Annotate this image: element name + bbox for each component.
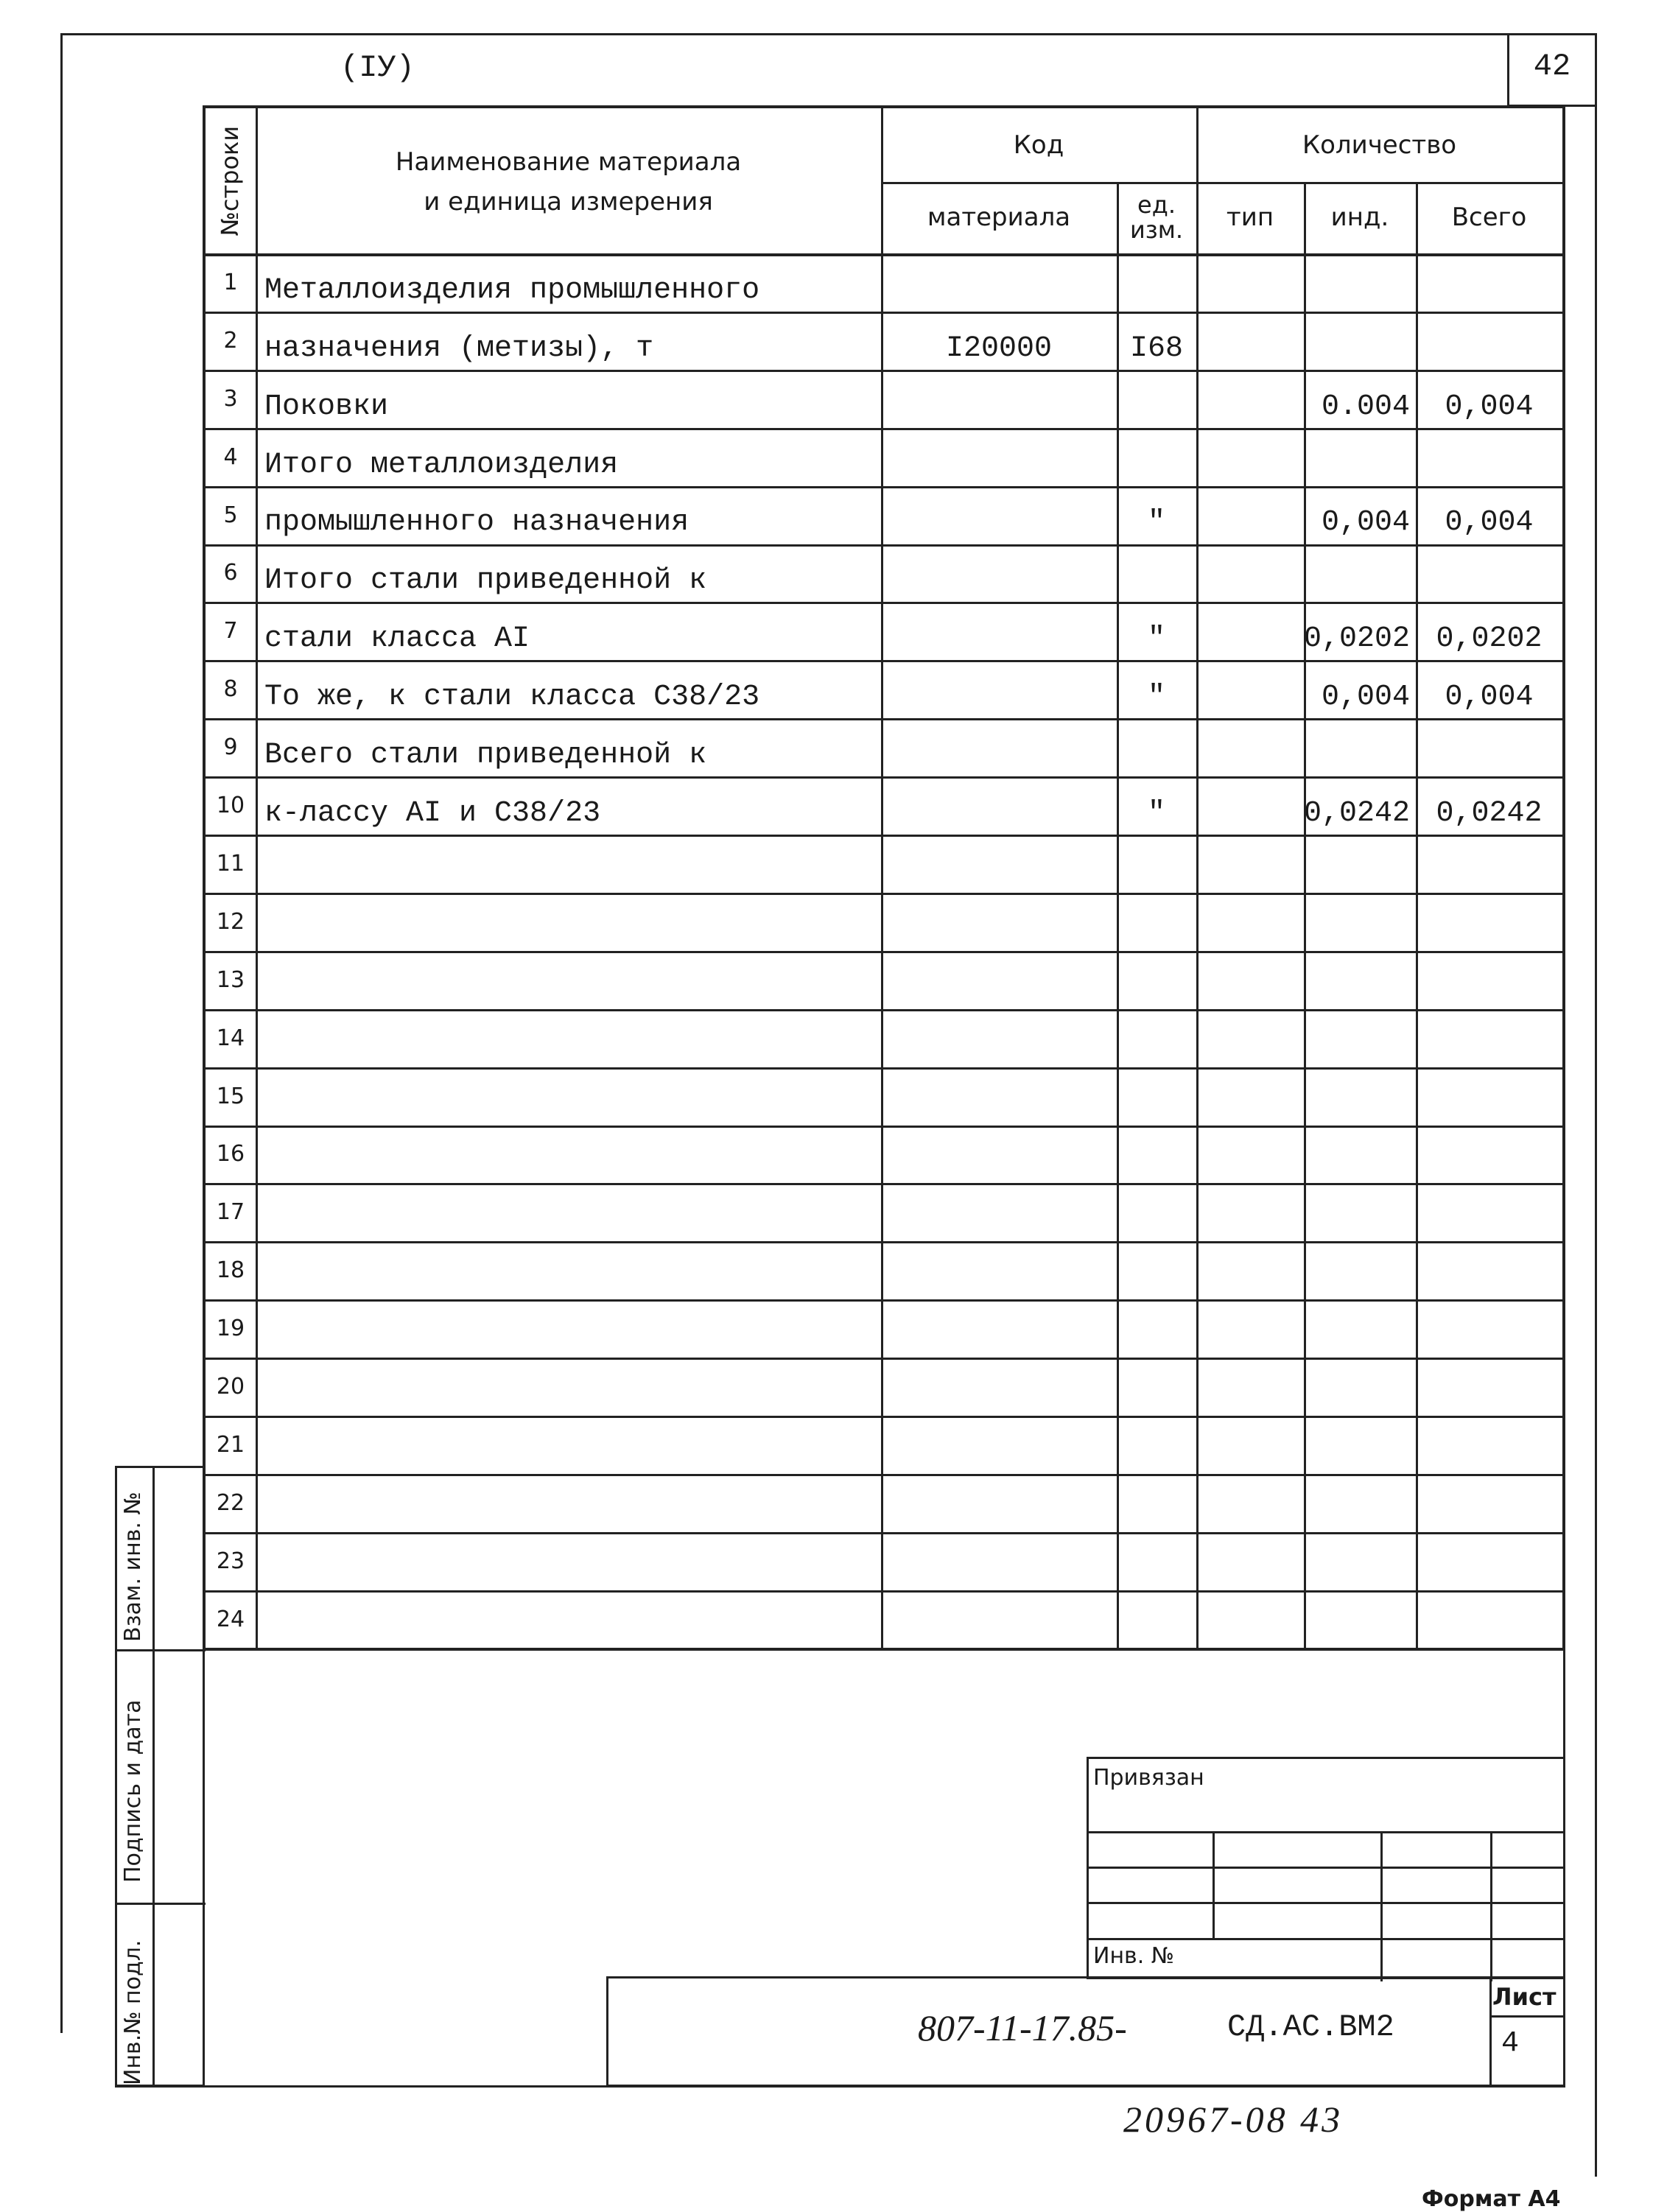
table-row: [206, 1009, 1562, 1067]
cell-ind: [1304, 1474, 1416, 1532]
cell-ind: [1304, 951, 1416, 1009]
cell-total: [1416, 1126, 1562, 1184]
cell-material: [881, 835, 1117, 893]
cell-type: [1196, 951, 1304, 1009]
outer-left-border: [60, 33, 63, 2033]
bound-grid-v2: [1380, 1831, 1383, 1981]
cell-ind: [1304, 544, 1416, 603]
cell-material: [881, 1067, 1117, 1126]
cell-type: [1196, 370, 1304, 428]
cell-material: [881, 1474, 1117, 1532]
row-number: 2: [223, 327, 238, 354]
cell-total: 0,004: [1445, 681, 1534, 714]
cell-unit: [1117, 1241, 1196, 1299]
cell-ind: 0,0242: [1303, 796, 1410, 830]
row-number: 16: [216, 1141, 245, 1168]
cell-unit: [1117, 544, 1196, 603]
cell-unit: [1117, 428, 1196, 486]
cell-name: [256, 1358, 881, 1416]
cell-unit: ": [1147, 796, 1165, 830]
cell-name: к-лассу AI и С38/23: [264, 796, 601, 830]
row-number: 7: [223, 618, 238, 645]
cell-name: То же, к стали класса С38/23: [264, 681, 760, 714]
cell-total: [1416, 893, 1562, 951]
outer-top-border: [60, 33, 1596, 35]
side-original-inv: Инв.№ подл.: [120, 1939, 146, 2085]
cell-name: Всего стали приведенной к: [264, 739, 707, 773]
doc-code-handwritten: 807-11-17.85-: [918, 2007, 1127, 2048]
sheet-label: Лист: [1492, 1983, 1557, 2011]
cell-type: [1196, 1299, 1304, 1358]
cell-ind: [1304, 1416, 1416, 1474]
cell-name: [256, 1241, 881, 1299]
cell-total: [1416, 835, 1562, 893]
bound-block: [1087, 1757, 1565, 1979]
table-row: [206, 1299, 1562, 1358]
cell-unit: [1117, 835, 1196, 893]
cell-type: [1196, 1590, 1304, 1649]
cell-unit: [1117, 1299, 1196, 1358]
row-number: 11: [216, 850, 245, 877]
cell-material: [881, 1416, 1117, 1474]
cell-ind: 0,004: [1321, 681, 1410, 714]
cell-type: [1196, 1009, 1304, 1067]
row-number: 15: [216, 1083, 245, 1109]
cell-name: [256, 1009, 881, 1067]
table-row: [206, 370, 1562, 428]
row-number: 8: [223, 676, 238, 703]
cell-type: [1196, 1416, 1304, 1474]
doc-code-block: [606, 1976, 1565, 2087]
row-number: 9: [223, 734, 238, 761]
cell-total: [1416, 1358, 1562, 1416]
cell-ind: [1304, 1183, 1416, 1241]
cell-ind: [1304, 1590, 1416, 1649]
cell-unit: ": [1147, 681, 1165, 714]
bound-grid-v1: [1212, 1831, 1215, 1938]
header-code-material: [881, 182, 1117, 253]
row-number: 22: [216, 1489, 245, 1516]
cell-material: [881, 951, 1117, 1009]
sheet-label-sep: [1489, 2015, 1563, 2018]
cell-ind: [1304, 428, 1416, 486]
header-qty-type: [1196, 182, 1304, 253]
header-qty-total-label: Всего: [1451, 203, 1527, 233]
cell-material: [881, 370, 1117, 428]
row-number: 4: [223, 443, 238, 470]
table-row: [206, 1474, 1562, 1532]
header-name-label: Наименование материала и единица измерения: [395, 147, 742, 217]
row-number: 12: [216, 908, 245, 935]
cell-type: [1196, 1358, 1304, 1416]
cell-name: [256, 1126, 881, 1184]
cell-total: [1416, 1241, 1562, 1299]
cell-ind: [1304, 312, 1416, 370]
row-number: 19: [216, 1316, 245, 1342]
cell-type: [1196, 486, 1304, 544]
side-stamp-sep-2: [117, 1903, 206, 1905]
cell-unit: I68: [1129, 331, 1183, 365]
cell-name: Итого стали приведенной к: [264, 564, 707, 598]
side-stamp-sep-1: [117, 1649, 206, 1651]
cell-ind: [1304, 1532, 1416, 1590]
cell-ind: [1304, 1241, 1416, 1299]
table-row: [206, 1358, 1562, 1416]
cell-name: [256, 1183, 881, 1241]
cell-type: [1196, 544, 1304, 603]
header-qty-total: [1416, 182, 1562, 253]
cell-total: [1416, 1532, 1562, 1590]
table-row: [206, 1183, 1562, 1241]
cell-type: [1196, 835, 1304, 893]
cell-unit: [1117, 1590, 1196, 1649]
header-name: [256, 123, 881, 241]
cell-type: [1196, 660, 1304, 718]
row-number: 3: [223, 385, 238, 412]
corner-number-box: [1507, 33, 1597, 107]
cell-type: [1196, 776, 1304, 835]
header-row-no-label: №строки: [216, 125, 245, 236]
cell-total: [1416, 1590, 1562, 1649]
cell-unit: [1117, 1474, 1196, 1532]
outer-right-border: [1595, 33, 1597, 2177]
cell-total: [1416, 1183, 1562, 1241]
cell-material: [881, 1590, 1117, 1649]
side-stamp-divider: [152, 1468, 155, 2085]
cell-unit: [1117, 1416, 1196, 1474]
cell-name: Металлоизделия промышленного: [264, 273, 760, 307]
row-number: 10: [216, 793, 245, 819]
table-row: [206, 253, 1562, 312]
cell-name: [256, 1590, 881, 1649]
row-number: 20: [216, 1374, 245, 1400]
section-mark: (IУ): [340, 50, 415, 85]
cell-type: [1196, 1067, 1304, 1126]
cell-name: Итого металлоизделия: [264, 448, 619, 482]
inv-label: Инв. №: [1093, 1943, 1175, 1969]
cell-unit: [1117, 718, 1196, 776]
cell-ind: [1304, 253, 1416, 312]
cell-total: [1416, 1474, 1562, 1532]
cell-total: 0,0242: [1436, 796, 1543, 830]
cell-material: [881, 1126, 1117, 1184]
cell-material: [881, 1299, 1117, 1358]
doc-code-typed: СД.АС.ВМ2: [1227, 2009, 1394, 2045]
cell-material: I20000: [945, 331, 1053, 365]
cell-ind: [1304, 1299, 1416, 1358]
cell-total: [1416, 718, 1562, 776]
side-replaced-inv: Взам. инв. №: [120, 1492, 146, 1642]
cell-unit: [1117, 1009, 1196, 1067]
cell-ind: [1304, 1067, 1416, 1126]
row-number: 18: [216, 1257, 245, 1284]
row-number: 5: [223, 502, 238, 528]
cell-material: [881, 1358, 1117, 1416]
table-row: [206, 312, 1562, 370]
cell-ind: 0,004: [1321, 506, 1410, 540]
table-row: [206, 893, 1562, 951]
cell-total: [1416, 253, 1562, 312]
row-number: 6: [223, 560, 238, 586]
table-row: [206, 718, 1562, 776]
corner-number: 42: [1533, 49, 1571, 84]
table-row: [206, 1067, 1562, 1126]
cell-type: [1196, 1126, 1304, 1184]
table-row: [206, 1532, 1562, 1590]
cell-total: [1416, 428, 1562, 486]
cell-unit: [1117, 951, 1196, 1009]
cell-ind: [1304, 718, 1416, 776]
archive-number: 20967-08 43: [1123, 2099, 1344, 2140]
row-number: 1: [223, 269, 238, 295]
header-quantity: [1196, 108, 1562, 182]
cell-ind: [1304, 835, 1416, 893]
table-row: [206, 776, 1562, 835]
cell-material: [881, 776, 1117, 835]
cell-name: [256, 1474, 881, 1532]
cell-material: [881, 253, 1117, 312]
row-number: 13: [216, 966, 245, 993]
table-row: [206, 1416, 1562, 1474]
sheet-divider: [1489, 1978, 1492, 2085]
cell-name: Поковки: [264, 390, 389, 424]
cell-total: [1416, 544, 1562, 603]
bound-label: Привязан: [1093, 1765, 1204, 1791]
cell-type: [1196, 1241, 1304, 1299]
cell-ind: [1304, 1126, 1416, 1184]
header-code-label: Код: [1013, 130, 1064, 160]
cell-unit: [1117, 1183, 1196, 1241]
lower-frame-left: [203, 1649, 205, 2088]
cell-total: [1416, 951, 1562, 1009]
header-qty-type-label: тип: [1226, 203, 1274, 233]
cell-material: [881, 486, 1117, 544]
table-row: [206, 428, 1562, 486]
header-code-unit: [1117, 182, 1196, 253]
cell-material: [881, 544, 1117, 603]
cell-material: [881, 893, 1117, 951]
cell-material: [881, 602, 1117, 660]
cell-type: [1196, 1474, 1304, 1532]
cell-ind: [1304, 1009, 1416, 1067]
cell-unit: [1117, 1126, 1196, 1184]
header-qty-ind: [1304, 182, 1416, 253]
cell-ind: [1304, 1358, 1416, 1416]
bound-grid-v3: [1490, 1831, 1492, 1981]
cell-total: 0,004: [1445, 506, 1534, 540]
header-quantity-label: Количество: [1302, 130, 1457, 160]
row-number: 21: [216, 1431, 245, 1458]
cell-material: [881, 1241, 1117, 1299]
cell-total: [1416, 1009, 1562, 1067]
cell-material: [881, 1009, 1117, 1067]
cell-ind: [1304, 893, 1416, 951]
header-code-material-label: материала: [927, 203, 1071, 233]
cell-material: [881, 718, 1117, 776]
side-stamp: [115, 1466, 205, 2087]
cell-type: [1196, 893, 1304, 951]
cell-name: [256, 1532, 881, 1590]
cell-material: [881, 1532, 1117, 1590]
cell-type: [1196, 602, 1304, 660]
header-row-no: [206, 108, 256, 253]
table-row: [206, 1241, 1562, 1299]
cell-total: 0,0202: [1436, 622, 1543, 656]
cell-unit: [1117, 370, 1196, 428]
cell-material: [881, 660, 1117, 718]
specification-table: [203, 105, 1565, 1651]
cell-name: промышленного назначения: [264, 506, 689, 540]
cell-name: [256, 1416, 881, 1474]
cell-name: [256, 1299, 881, 1358]
cell-unit: [1117, 1067, 1196, 1126]
row-number: 24: [216, 1606, 245, 1632]
cell-name: [256, 951, 881, 1009]
cell-unit: [1117, 1532, 1196, 1590]
cell-unit: [1117, 893, 1196, 951]
cell-type: [1196, 312, 1304, 370]
cell-name: [256, 835, 881, 893]
row-number: 14: [216, 1025, 245, 1051]
table-row: [206, 1126, 1562, 1184]
cell-total: [1416, 1299, 1562, 1358]
sheet-number: 4: [1501, 2027, 1520, 2060]
cell-ind: 0,0202: [1303, 622, 1410, 656]
cell-material: [881, 1183, 1117, 1241]
table-row: [206, 951, 1562, 1009]
table-row: [206, 660, 1562, 718]
cell-name: назначения (метизы), т: [264, 331, 654, 365]
cell-type: [1196, 1183, 1304, 1241]
table-row: [206, 835, 1562, 893]
table-row: [206, 544, 1562, 603]
cell-name: [256, 893, 881, 951]
row-number: 23: [216, 1548, 245, 1574]
table-row: [206, 1590, 1562, 1649]
cell-name: стали класса AI: [264, 622, 530, 656]
cell-type: [1196, 253, 1304, 312]
header-code: [881, 108, 1196, 182]
cell-type: [1196, 718, 1304, 776]
cell-total: [1416, 1067, 1562, 1126]
cell-material: [881, 428, 1117, 486]
header-code-unit-label: ед. изм.: [1129, 190, 1184, 244]
cell-unit: ": [1147, 506, 1165, 540]
cell-type: [1196, 428, 1304, 486]
row-number: 17: [216, 1199, 245, 1226]
cell-total: [1416, 312, 1562, 370]
cell-total: 0,004: [1445, 390, 1534, 424]
cell-unit: [1117, 253, 1196, 312]
cell-unit: ": [1147, 622, 1165, 656]
cell-unit: [1117, 1358, 1196, 1416]
header-qty-ind-label: инд.: [1330, 203, 1389, 233]
cell-ind: 0.004: [1321, 390, 1410, 424]
cell-name: [256, 1067, 881, 1126]
cell-total: [1416, 1416, 1562, 1474]
cell-type: [1196, 1532, 1304, 1590]
side-signature-date: Подпись и дата: [120, 1699, 146, 1883]
format-label: Формат А4: [1422, 2186, 1561, 2212]
table-row: [206, 602, 1562, 660]
table-row: [206, 486, 1562, 544]
